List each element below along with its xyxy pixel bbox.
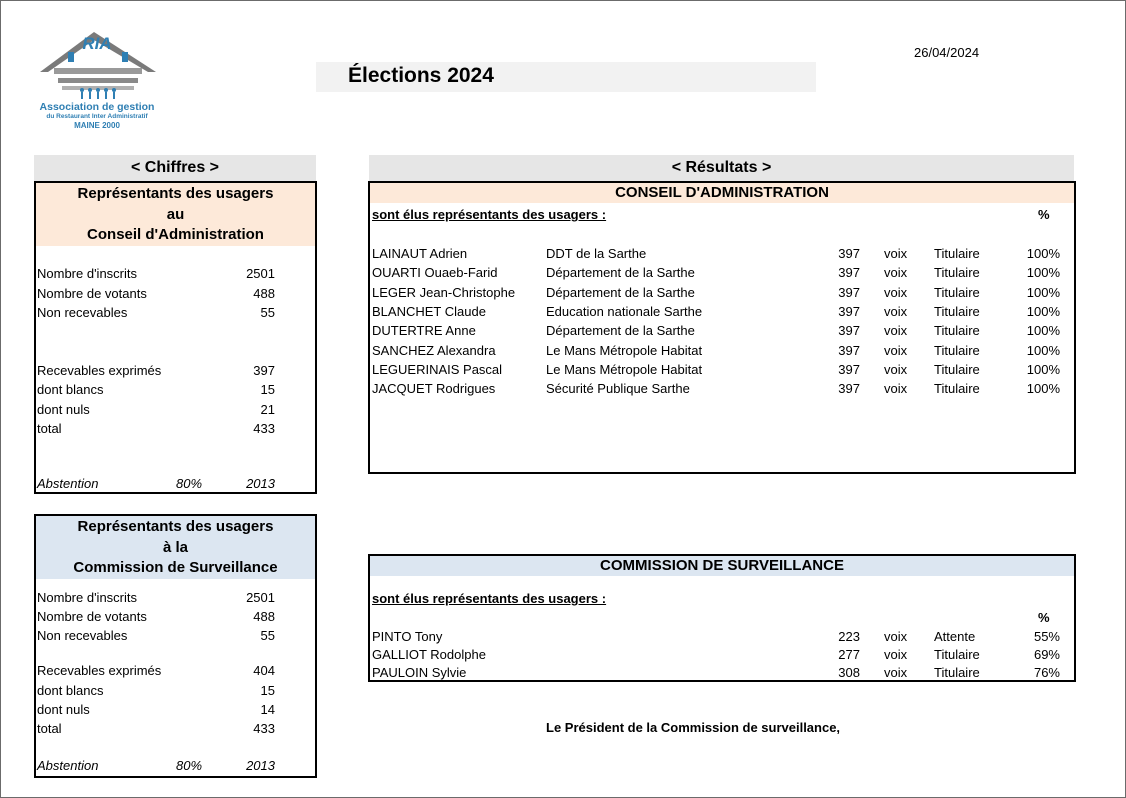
vote-pct: 100%	[1026, 323, 1060, 339]
ria-logo	[32, 28, 162, 132]
result-row	[370, 665, 1074, 684]
stat-label: Nombre de votants	[37, 286, 147, 301]
vote-count: 397	[838, 284, 860, 300]
stat-row	[36, 421, 315, 440]
header-line: Représentants des usagers	[77, 518, 274, 535]
candidate-org: Département de la Sarthe	[546, 284, 695, 300]
voix-label: voix	[884, 284, 908, 300]
stat-value: 55	[260, 305, 275, 320]
vote-count: 397	[838, 265, 860, 281]
stat-label: Non recevables	[37, 305, 128, 320]
stat-row	[36, 628, 315, 647]
ca-pct-header: %	[1038, 207, 1050, 222]
voix-label: voix	[884, 303, 908, 319]
candidate-org: DDT de la Sarthe	[546, 246, 647, 261]
candidate-name: LEGER Jean-Christophe	[372, 284, 516, 300]
page-title: Élections 2024	[348, 64, 494, 87]
voix-label: voix	[884, 246, 908, 261]
candidate-status: Titulaire	[934, 342, 980, 358]
chiffres-ca-header	[36, 183, 315, 246]
stat-label: Nombre de votants	[37, 609, 147, 624]
vote-pct: 100%	[1026, 342, 1060, 358]
abstention-label: Abstention	[37, 758, 99, 773]
stat-label: dont nuls	[37, 402, 90, 417]
resultats-ca-header: CONSEIL D'ADMINISTRATION	[370, 183, 1074, 203]
result-row	[370, 246, 1074, 265]
candidate-org: Education nationale Sarthe	[546, 303, 703, 319]
abstention-label: Abstention	[37, 476, 99, 491]
chiffres-cs-box	[34, 514, 317, 778]
stat-value: 397	[253, 363, 275, 378]
resultats-band: < Résultats >	[369, 155, 1074, 181]
stat-value: 488	[253, 609, 275, 624]
stat-value: 2501	[246, 590, 275, 605]
voix-label: voix	[884, 647, 908, 662]
vote-count: 397	[838, 303, 860, 319]
voix-label: voix	[884, 361, 908, 377]
stat-value: 404	[253, 663, 275, 678]
vote-count: 308	[838, 665, 860, 680]
stat-value: 21	[260, 402, 275, 417]
result-row	[370, 265, 1074, 284]
vote-count: 397	[838, 381, 860, 397]
voix-label: voix	[884, 323, 908, 339]
candidate-status: Titulaire	[934, 647, 980, 662]
stat-label: Recevables exprimés	[37, 363, 162, 378]
stat-label: total	[37, 421, 62, 436]
header-line: Commission de Surveillance	[73, 559, 278, 576]
logo-line3: MAINE 2000	[74, 121, 120, 130]
stat-value: 55	[260, 628, 275, 643]
vote-pct: 100%	[1026, 381, 1060, 397]
stat-row	[36, 266, 315, 285]
abstention-pct: 80%	[176, 758, 203, 773]
stat-row	[36, 402, 315, 421]
stat-row	[36, 305, 315, 324]
vote-count: 397	[838, 342, 860, 358]
stat-value: 433	[253, 421, 275, 436]
voix-label: voix	[884, 629, 908, 644]
chiffres-ca-box	[34, 181, 317, 494]
stat-row	[36, 683, 315, 702]
candidate-org: Sécurité Publique Sarthe	[546, 381, 690, 397]
stat-label: Non recevables	[37, 628, 128, 643]
stat-label: dont blancs	[37, 683, 104, 698]
logo-ria-text: RIA	[82, 34, 112, 53]
stat-label: Nombre d'inscrits	[37, 266, 138, 281]
header-line: à la	[162, 538, 189, 556]
candidate-status: Titulaire	[934, 323, 980, 339]
document-date: 26/04/2024	[914, 45, 980, 60]
voix-label: voix	[884, 342, 908, 358]
abstention-value: 2013	[246, 758, 275, 773]
candidate-name: SANCHEZ Alexandra	[372, 342, 496, 358]
candidate-name: PINTO Tony	[372, 629, 443, 644]
vote-count: 223	[838, 629, 860, 644]
abstention-row	[36, 476, 315, 495]
chiffres-cs-header	[36, 516, 315, 579]
signature-line: Le Président de la Commission de surveillance,	[546, 720, 841, 735]
candidate-name: DUTERTRE Anne	[372, 323, 476, 339]
stat-row	[36, 363, 315, 382]
vote-pct: 76%	[1033, 665, 1060, 680]
header-line: Représentants des usagers	[77, 185, 274, 202]
abstention-row	[36, 758, 315, 777]
candidate-name: PAULOIN Sylvie	[372, 665, 467, 680]
vote-pct: 100%	[1026, 303, 1060, 319]
vote-pct: 100%	[1026, 265, 1060, 281]
candidate-org: Département de la Sarthe	[546, 265, 695, 281]
vote-count: 397	[838, 323, 860, 339]
ca-elected-subtitle: sont élus représentants des usagers :	[372, 207, 607, 222]
stat-label: Nombre d'inscrits	[37, 590, 138, 605]
stat-value: 14	[260, 702, 275, 717]
stat-value: 2501	[246, 266, 275, 281]
candidate-name: JACQUET Rodrigues	[372, 381, 496, 397]
candidate-name: OUARTI Ouaeb-Farid	[372, 265, 498, 281]
candidate-status: Titulaire	[934, 303, 980, 319]
logo-line2: du Restaurant Inter Administratif	[46, 113, 148, 120]
candidate-name: GALLIOT Rodolphe	[372, 647, 486, 662]
voix-label: voix	[884, 381, 908, 397]
voix-label: voix	[884, 665, 908, 680]
stat-row	[36, 702, 315, 721]
stat-label: Recevables exprimés	[37, 663, 162, 678]
stat-row	[36, 590, 315, 609]
vote-count: 277	[838, 647, 860, 662]
stat-row	[36, 721, 315, 740]
header-line: Conseil d'Administration	[87, 226, 264, 243]
logo-line1: Association de gestion	[39, 101, 155, 113]
stat-value: 433	[253, 721, 275, 736]
vote-count: 397	[838, 246, 860, 261]
abstention-value: 2013	[246, 476, 275, 491]
chiffres-band: < Chiffres >	[34, 155, 316, 181]
title-bar	[316, 62, 816, 92]
candidate-status: Titulaire	[934, 361, 980, 377]
result-row	[370, 381, 1074, 400]
result-row	[370, 647, 1074, 666]
stat-label: dont nuls	[37, 702, 90, 717]
stat-value: 15	[260, 382, 275, 397]
candidate-status: Titulaire	[934, 246, 980, 261]
stat-row	[36, 609, 315, 628]
result-row	[370, 629, 1074, 648]
candidate-status: Titulaire	[934, 265, 980, 281]
candidate-org: Le Mans Métropole Habitat	[546, 342, 703, 358]
cs-pct-header: %	[1038, 610, 1050, 625]
candidate-name: BLANCHET Claude	[372, 303, 486, 319]
vote-count: 397	[838, 361, 860, 377]
result-row	[370, 362, 1074, 381]
stat-row	[36, 286, 315, 305]
result-row	[370, 323, 1074, 342]
candidate-status: Attente	[934, 629, 976, 644]
stat-row	[36, 382, 315, 401]
result-row	[370, 304, 1074, 323]
vote-pct: 100%	[1026, 246, 1060, 261]
cs-elected-subtitle: sont élus représentants des usagers :	[372, 591, 607, 606]
vote-pct: 55%	[1033, 629, 1060, 644]
candidate-name: LEGUERINAIS Pascal	[372, 361, 503, 377]
voix-label: voix	[884, 265, 908, 281]
candidate-org: Le Mans Métropole Habitat	[546, 361, 703, 377]
stat-row	[36, 663, 315, 682]
resultats-cs-box	[368, 554, 1076, 682]
stat-label: total	[37, 721, 62, 736]
header-line: au	[166, 205, 185, 223]
candidate-status: Titulaire	[934, 665, 980, 680]
vote-pct: 100%	[1026, 361, 1060, 377]
candidate-status: Titulaire	[934, 381, 980, 397]
stat-label: dont blancs	[37, 382, 104, 397]
result-row	[370, 285, 1074, 304]
vote-pct: 100%	[1026, 284, 1060, 300]
resultats-ca-box	[368, 181, 1076, 474]
result-row	[370, 343, 1074, 362]
abstention-pct: 80%	[176, 476, 203, 491]
vote-pct: 69%	[1033, 647, 1060, 662]
candidate-status: Titulaire	[934, 284, 980, 300]
stat-value: 15	[260, 683, 275, 698]
candidate-org: Département de la Sarthe	[546, 323, 695, 339]
stat-value: 488	[253, 286, 275, 301]
resultats-cs-header: COMMISSION DE SURVEILLANCE	[370, 556, 1074, 576]
candidate-name: LAINAUT Adrien	[372, 246, 468, 261]
